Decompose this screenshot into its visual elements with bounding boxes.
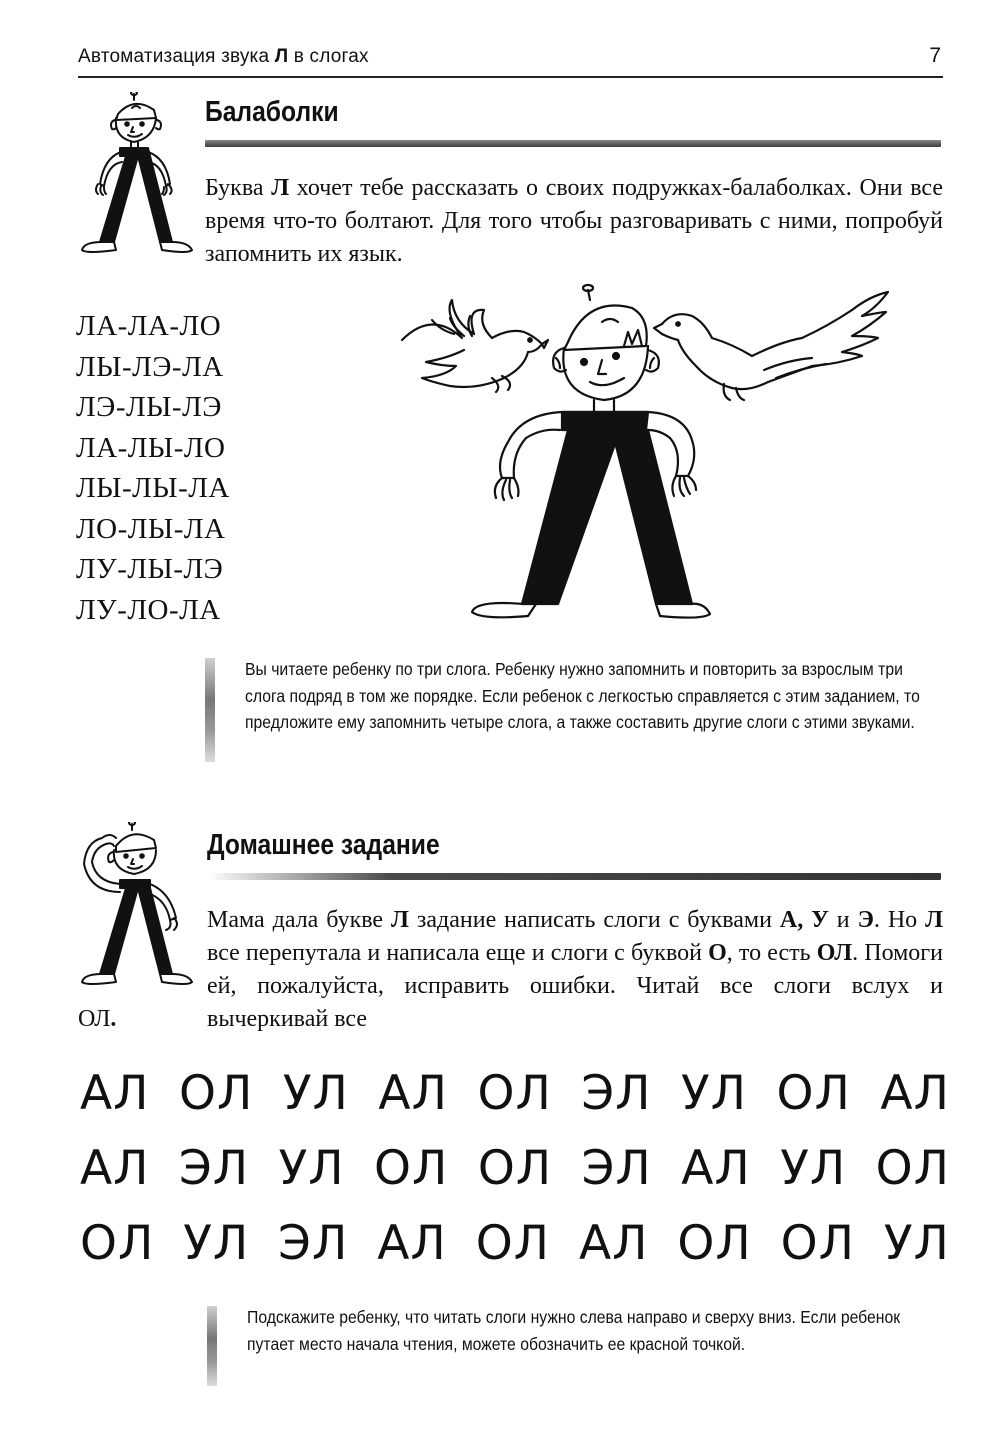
syllable-list	[76, 306, 230, 630]
syllable-cell[interactable]: ОЛ	[780, 1216, 855, 1271]
letter-l-boy-waving-icon	[76, 822, 201, 997]
intro-letter: Л	[271, 175, 290, 201]
syllable-cell[interactable]: АЛ	[378, 1066, 448, 1121]
intro-text: все перепутала и написала еще и слоги с буквой	[207, 940, 709, 966]
intro-bold: А, У	[779, 907, 829, 933]
right-bird-icon	[654, 292, 888, 400]
running-title	[78, 46, 369, 68]
syllable-cell[interactable]: ОЛ	[477, 1141, 553, 1196]
syllable-cell[interactable]: ЭЛ	[278, 1216, 349, 1271]
intro-paragraph-1	[205, 172, 943, 271]
syllable-cell[interactable]: ОЛ	[179, 1066, 254, 1121]
syllable-item: ЛА-ЛЫ-ЛО	[76, 431, 226, 464]
intro-text: Мама дала букве	[207, 907, 392, 933]
syllable-item: ЛЫ-ЛЭ-ЛА	[76, 350, 224, 383]
intro-bold: .	[110, 1006, 117, 1032]
intro-text: и	[828, 907, 858, 933]
section-divider	[205, 140, 941, 147]
section-divider	[207, 873, 941, 880]
intro-bold: ОЛ	[816, 940, 853, 966]
page-number: 7	[929, 44, 941, 67]
syllable-cell[interactable]: АЛ	[80, 1141, 150, 1196]
syllable-cell[interactable]: АЛ	[880, 1066, 950, 1121]
syllable-cell[interactable]: АЛ	[80, 1066, 150, 1121]
syllable-grid-row	[80, 1141, 950, 1196]
section-title-chatterboxes: Балаболки	[205, 96, 339, 128]
section-title-homework: Домашнее задание	[207, 829, 440, 861]
running-title-letter: Л	[274, 46, 289, 67]
syllable-item: ЛУ-ЛЫ-ЛЭ	[76, 553, 224, 585]
intro-bold: Э	[857, 907, 874, 933]
intro-paragraph-2b	[78, 1003, 943, 1036]
intro-text: , то есть	[726, 940, 817, 966]
syllable-cell[interactable]: УЛ	[282, 1066, 349, 1121]
syllable-cell[interactable]: УЛ	[780, 1141, 847, 1196]
note-marker	[205, 658, 215, 762]
syllable-item: ЛЫ-ЛЫ-ЛА	[76, 472, 230, 504]
page-header	[78, 40, 943, 78]
running-title-suffix: в слогах	[288, 46, 369, 67]
syllable-cell[interactable]: УЛ	[883, 1216, 950, 1271]
boy-with-birds-illustration	[392, 282, 897, 620]
intro-bold: Л	[925, 907, 944, 933]
intro-text: . Помоги ей, пожалуйста, исправить ошибки. Читай все слоги вслух и вычеркивай все	[207, 940, 943, 1032]
syllable-grid-row	[80, 1216, 950, 1271]
note-marker	[207, 1306, 217, 1386]
intro-text: хочет тебе рассказать о своих подружках-балаболках. Они все время что-то болтают. Для того чтобы разговаривать с ними, попробуй запомнить их язык.	[205, 175, 944, 267]
syllable-cell[interactable]: АЛ	[681, 1141, 751, 1196]
syllable-cell[interactable]: ЭЛ	[581, 1141, 652, 1196]
intro-text: Буква	[205, 175, 272, 201]
syllable-cell[interactable]: ОЛ	[776, 1066, 851, 1121]
syllable-cell[interactable]: ОЛ	[677, 1216, 752, 1271]
syllable-cell[interactable]: АЛ	[578, 1216, 649, 1271]
intro-bold: Л	[391, 907, 409, 933]
syllable-cell[interactable]: ОЛ	[374, 1141, 449, 1196]
syllable-cell[interactable]: УЛ	[681, 1066, 748, 1121]
syllable-cell[interactable]: ОЛ	[477, 1066, 552, 1121]
syllable-cell[interactable]: ОЛ	[875, 1141, 950, 1196]
running-title-prefix: Автоматизация звука	[78, 46, 275, 67]
syllable-item: ЛЭ-ЛЫ-ЛЭ	[76, 391, 222, 423]
syllable-cell[interactable]: УЛ	[183, 1216, 250, 1271]
intro-text: . Но	[873, 907, 926, 933]
letter-l-boy-icon	[76, 92, 201, 267]
left-bird-icon	[402, 300, 548, 392]
syllable-grid-row	[80, 1066, 950, 1121]
intro-bold: О	[708, 940, 727, 966]
syllable-cell[interactable]: ОЛ	[475, 1216, 551, 1271]
intro-text: ОЛ	[78, 1006, 111, 1032]
syllable-cell[interactable]: АЛ	[377, 1216, 447, 1271]
syllable-item: ЛО-ЛЫ-ЛА	[76, 512, 226, 545]
syllable-cell[interactable]: ОЛ	[80, 1216, 155, 1271]
parent-note-1: Вы читаете ребенку по три слога. Ребенку нужно запомнить и повторить за взрослым три слога подряд в том же порядке. Если ребенок с легкостью справляется с этим заданием, то предложите ему запомнить четыре слога, а также составить другие слоги с этими звуками.	[245, 659, 920, 732]
parent-note-2: Подскажите ребенку, что читать слоги нужно слева направо и сверху вниз. Если ребенок путает место начала чтения, можете обозначить ее красной точкой.	[247, 1307, 901, 1354]
syllable-cell[interactable]: ЭЛ	[581, 1066, 652, 1121]
intro-text: задание написать слоги с буквами	[408, 907, 780, 933]
syllable-item: ЛУ-ЛО-ЛА	[76, 593, 221, 626]
syllable-cell[interactable]: ЭЛ	[178, 1141, 250, 1196]
syllable-item: ЛА-ЛА-ЛО	[76, 310, 222, 342]
syllable-cell[interactable]: УЛ	[278, 1141, 345, 1196]
